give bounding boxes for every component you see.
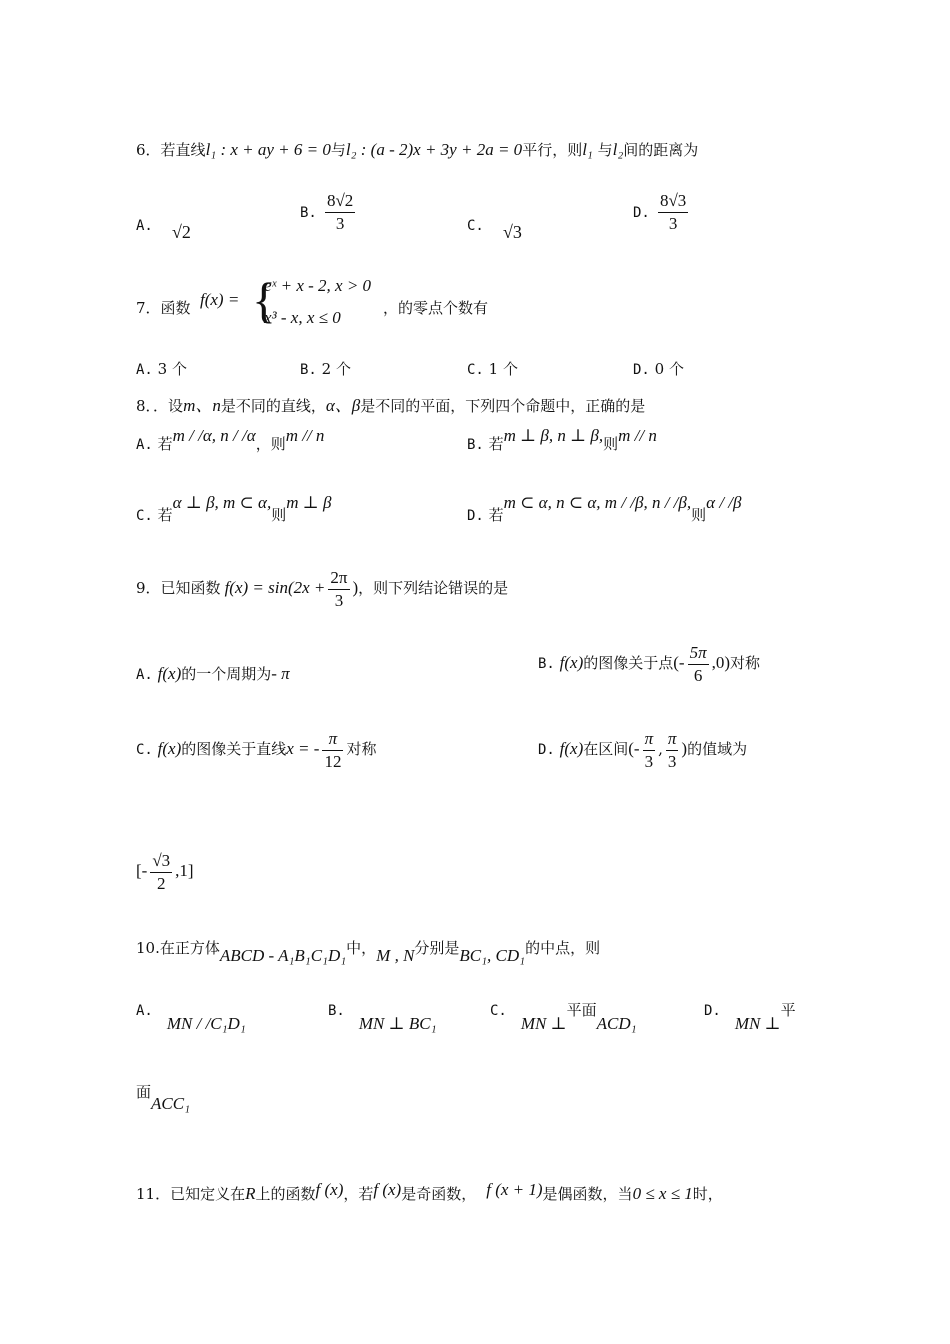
q6-option-a[interactable]: A. √2 bbox=[136, 218, 191, 242]
q7-brace: { bbox=[252, 272, 276, 328]
question-7: 7．函数 bbox=[136, 299, 191, 317]
q9-option-b[interactable]: B. f(x)的图像关于点(- $\frac{5\pi}{6}$ ,0)对称 bbox=[538, 642, 761, 685]
q6-option-d[interactable]: D. $\frac{8√3}{3}$ bbox=[633, 191, 687, 233]
q7-function: f(x) = bbox=[200, 290, 240, 309]
q6-option-b[interactable]: B. $\frac{8√2}{3}$ bbox=[300, 191, 354, 233]
q9-option-c[interactable]: C. f(x)的图像关于直线x = - $\frac{\pi}{12}$ 对称 bbox=[136, 728, 377, 771]
q7-case-2: x³ - x, x ≤ 0 bbox=[264, 308, 341, 327]
q10-option-d-continued: 面ACC₁ bbox=[136, 1083, 190, 1113]
q8-option-d[interactable]: D. 若m ⊂ α, n ⊂ α, m / /β, n / /β,则α / /β bbox=[467, 493, 742, 524]
q6-option-c[interactable]: C. √3 bbox=[467, 218, 522, 242]
question-9: 9．已知函数 f(x) = sin(2x + $\frac{2\pi}{3}$ )，则下列结论错误的是 bbox=[136, 567, 509, 610]
q7-tail: ，的零点个数有 bbox=[383, 299, 489, 317]
q6-number: 6． bbox=[136, 141, 161, 159]
q8-option-a[interactable]: A. 若m / /α, n / /α，则m // n bbox=[136, 426, 325, 453]
q10-option-a[interactable]: A.MN / /C₁D₁ bbox=[136, 1003, 246, 1033]
q10-option-c[interactable]: C.MN ⊥平面ACD₁ bbox=[490, 1001, 637, 1033]
q7-option-c[interactable]: C. 1 个 bbox=[467, 360, 518, 378]
question-6: 6．若直线l₁ : x + ay + 6 = 0与l₂ : (a - 2)x + 3y + 2a = 0平行，则l₁ 与l₂间的距离为 bbox=[136, 140, 699, 159]
q9-range: [- $\frac{√3}{2}$ ,1] bbox=[136, 850, 194, 893]
q7-case-1: eˣ + x - 2, x > 0 bbox=[264, 276, 372, 295]
q6-line1-equation: l₁ : x + ay + 6 = 0 bbox=[205, 140, 331, 159]
q7-option-b[interactable]: B. 2 个 bbox=[300, 360, 351, 378]
q9-option-a[interactable]: A. f(x)的一个周期为- π bbox=[136, 664, 290, 683]
q10-option-d[interactable]: D.MN ⊥平 bbox=[704, 1001, 796, 1033]
q8-option-c[interactable]: C. 若α ⊥ β, m ⊂ α,则m ⊥ β bbox=[136, 493, 332, 524]
q9-option-d[interactable]: D. f(x)在区间(- $\frac{\pi}{3}$ , $\frac{\pi}{3}$ )的值域为 bbox=[538, 728, 748, 771]
question-11: 11．已知定义在R上的函数f (x)，若f (x)是奇函数， f (x + 1)是偶函数，当0 ≤ x ≤ 1时， bbox=[136, 1180, 723, 1203]
q7-option-d[interactable]: D. 0 个 bbox=[633, 360, 684, 378]
q10-option-b[interactable]: B.MN ⊥ BC₁ bbox=[328, 1003, 437, 1033]
q8-option-b[interactable]: B. 若m ⊥ β, n ⊥ β,则m // n bbox=[467, 426, 657, 453]
q6-line2-equation: l₂ : (a - 2)x + 3y + 2a = 0 bbox=[345, 140, 523, 159]
question-8: 8．．设m、n是不同的直线，α、β是不同的平面，下列四个命题中，正确的是 bbox=[136, 396, 646, 415]
question-10: 10.在正方体ABCD - A₁B₁C₁D₁中，M , N分别是BC₁, CD₁的中点，则 bbox=[136, 939, 601, 965]
q7-option-a[interactable]: A. 3 个 bbox=[136, 360, 187, 378]
